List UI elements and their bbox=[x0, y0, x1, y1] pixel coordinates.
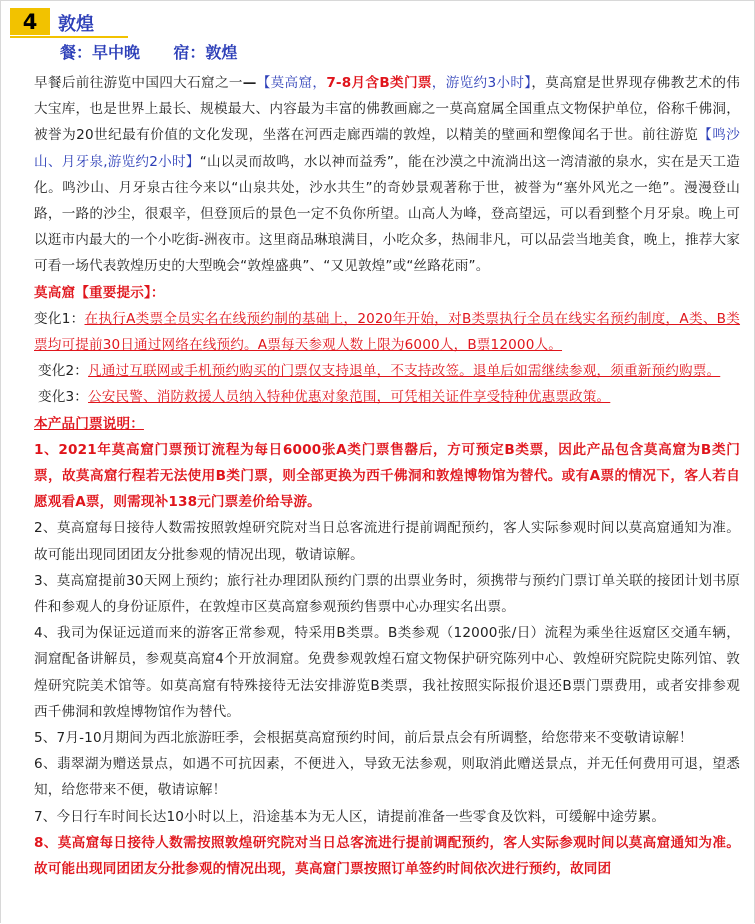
ticket-item: 7、今日行车时间长达10小时以上，沿途基本为无人区，请提前准备一些零食及饮料，可缓解中途劳累。 bbox=[34, 808, 666, 825]
day-number-badge: 4 bbox=[10, 8, 50, 35]
notice-title: 莫高窟【重要提示】： bbox=[34, 284, 165, 301]
notice-item bbox=[34, 384, 740, 410]
ticket-title: 本产品门票说明： bbox=[34, 415, 144, 432]
notice-text: 公安民警、消防救援人员纳入特种优惠对象范围，可凭相关证件享受特种优惠票政策。 bbox=[88, 389, 611, 406]
notice-label: 变化3： bbox=[38, 389, 89, 406]
notice-item bbox=[34, 306, 740, 358]
day-header bbox=[10, 6, 128, 38]
intro-text-3: “山以灵而故鸣，水以神而益秀”，能在沙漠之中流淌出这一湾清澈的泉水，实在是天工造化。鸣沙山、月牙泉古往今来以“山泉共处，沙水共生”的奇妙景观著称于世，被誉为“塞外风光之一绝”。漫漫登山路，一路的沙尘，很艰辛，但登顶后的景色一定不负你所望。山高人为峰，登高望远，可以看到整个月牙泉。晚上可以逛市内最大的一个小吃街-洲夜市。这里商品琳琅满目，小吃众多，热闹非凡，可以品尝当地美食，晚上，推荐大家可看一场代表敦煌历史的大型晚会“敦煌盛典”、“又见敦煌”或“丝路花雨”。 bbox=[34, 153, 740, 275]
mingsha-highlight: 【鸣沙山、月牙泉,游览约2小时】 bbox=[34, 127, 740, 170]
notice-item bbox=[34, 358, 740, 384]
ticket-item: 8、莫高窟每日接待人数需按照敦煌研究院对当日总客流进行提前调配预约，客人实际参观时间以莫高窟通知为准。故可能出现同团团友分批参观的情况出现，莫高窟门票按照订单签约时间依次进行预约，故同团 bbox=[34, 834, 740, 878]
notice-label: 变化2： bbox=[38, 363, 89, 380]
day-title: 敦煌 bbox=[58, 14, 94, 35]
ticket-item: 6、翡翠湖为赠送景点，如遇不可抗因素，不便进入，导致无法参观，则取消此赠送景点，并无任何费用可退，望悉知，给您带来不便，敬请谅解！ bbox=[34, 756, 740, 799]
mogao-ticket-note: 7-8月含B类门票 bbox=[326, 75, 432, 91]
ticket-item: 3、莫高窟提前30天网上预约；旅行社办理团队预约门票的出票业务时，须携带与预约门票订单关联的接团计划书原件和参观人的身份证原件，在敦煌市区莫高窟参观预约售票中心办理实名出票。 bbox=[34, 572, 740, 616]
mogao-highlight: 【莫高窟， bbox=[256, 75, 327, 91]
meals-lodging-line: 餐：早中晚 宿：敦煌 bbox=[60, 43, 238, 62]
intro-text-2: ，莫高窟是世界现存佛教艺术的伟大宝库，也是世界上最长、规模最大、内容最为丰富的佛教画廊之一莫高窟属全国重点文物保护单位，俗称千佛洞，被誉为20世纪最有价值的文化发现，坐落在河西走廊西端的敦煌，以精美的壁画和塑像闻名于世。前往游览 bbox=[34, 75, 740, 144]
itinerary-content bbox=[34, 70, 740, 882]
ticket-item: 1、2021年莫高窟门票预订流程为每日6000张A类门票售罄后，方可预定B类票，因此产品包含莫高窟为B类门票，故莫高窟行程若无法使用B类门票，则全部更换为西千佛洞和敦煌博物馆为替代。或有A票的情况下，客人若自愿观看A票，则需现补138元门票差价给导游。 bbox=[34, 441, 740, 511]
mogao-duration: ，游览约3小时】 bbox=[431, 75, 532, 91]
notice-label: 变化1： bbox=[34, 310, 85, 327]
day-underline bbox=[10, 36, 128, 38]
notice-text: 凡通过互联网或手机预约购买的门票仅支持退单，不支持改签。退单后如需继续参观，须重新预约购票。 bbox=[88, 363, 721, 380]
intro-text-1: 早餐后前往游览中国四大石窟之一 bbox=[34, 75, 243, 91]
intro-paragraph: 早餐后前往游览中国四大石窟之一—【莫高窟，7-8月含B类门票，游览约3小时】，莫高窟是世界现存佛教艺术的伟大宝库，也是世界上最长、规模最大、内容最为丰富的佛教画廊之一莫高窟属全国重点文物保护单位，俗称千佛洞，被誉为20世纪最有价值的文化发现，坐落在河西走廊西端的敦煌，以精美的壁画和塑像闻名于世。前往游览【鸣沙山、月牙泉,游览约2小时】“山以灵而故鸣，水以神而益秀”，能在沙漠之中流淌出这一湾清澈的泉水，实在是天工造化。鸣沙山、月牙泉古往今来以“山泉共处，沙水共生”的奇妙景观著称于世，被誉为“塞外风光之一绝”。漫漫登山路，一路的沙尘，很艰辛，但登顶后的景色一定不负你所望。山高人为峰，登高望远，可以看到整个月牙泉。晚上可以逛市内最大的一个小吃街-洲夜市。这里商品琳琅满目，小吃众多，热闹非凡，可以品尝当地美食，晚上，推荐大家可看一场代表敦煌历史的大型晚会“敦煌盛典”、“又见敦煌”或“丝路花雨”。 bbox=[34, 75, 740, 275]
ticket-item: 5、7月-10月期间为西北旅游旺季，会根据莫高窟预约时间，前后景点会有所调整，给您带来不变敬请谅解！ bbox=[34, 730, 693, 747]
ticket-item: 4、我司为保证远道而来的游客正常参观，特采用B类票。B类参观（12000张/日）流程为乘坐往返窟区交通车辆，洞窟配备讲解员，参观莫高窟4个开放洞窟。免费参观敦煌石窟文物保护研究陈列中心、敦煌研究院院史陈列馆、敦煌研究院美术馆等。如莫高窟有特殊接待无法安排游览B类票，我社按照实际报价退还B票门票费用，或者安排参观西千佛洞和敦煌博物馆作为替代。 bbox=[34, 625, 740, 720]
notice-text: 在执行A类票全员实名在线预约制的基础上，2020年开始，对B类票执行全员在线实名预约制度，A类、B类票均可提前30日通过网络在线预约。A票每天参观人数上限为6000人，B票12000人。 bbox=[34, 310, 741, 354]
ticket-item: 2、莫高窟每日接待人数需按照敦煌研究院对当日总客流进行提前调配预约，客人实际参观时间以莫高窟通知为准。故可能出现同团团友分批参观的情况出现，敬请谅解。 bbox=[34, 520, 740, 563]
